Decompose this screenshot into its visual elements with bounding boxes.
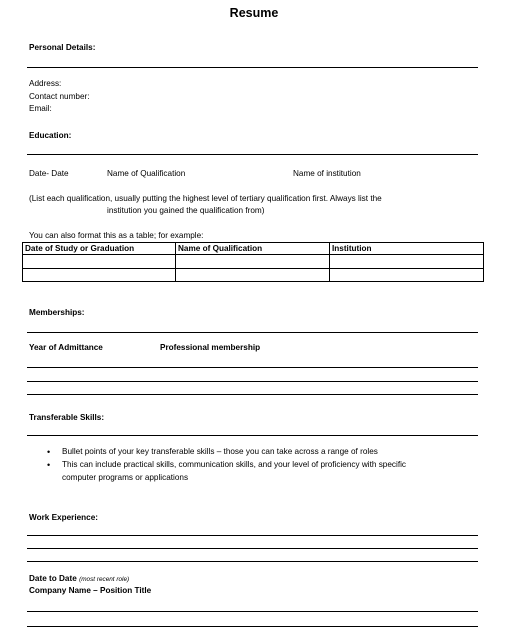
table-cell[interactable] [23, 255, 176, 269]
personal-details-heading: Personal Details: [29, 43, 96, 52]
table-cell[interactable] [330, 255, 484, 269]
membership-line [27, 367, 478, 368]
work-line [27, 548, 478, 549]
education-note-line1: (List each qualification, usually putting the highest level of tertiary qualification first. Always list the [29, 194, 382, 203]
professional-membership-label: Professional membership [160, 343, 261, 352]
bullet-icon: • [47, 460, 51, 470]
year-of-admittance-label: Year of Admittance [29, 343, 103, 352]
divider-memberships [27, 332, 478, 333]
table-cell[interactable] [176, 269, 330, 282]
divider-skills [27, 435, 478, 436]
table-cell[interactable] [330, 269, 484, 282]
table-row [23, 269, 484, 282]
table-header-institution: Institution [330, 243, 484, 255]
membership-line [27, 381, 478, 382]
work-experience-heading: Work Experience: [29, 513, 99, 522]
education-qualification-label: Name of Qualification [107, 169, 186, 178]
work-line [27, 535, 478, 536]
company-position-label: Company Name – Position Title [29, 586, 152, 595]
qualification-table [22, 242, 484, 282]
page-title: Resume [229, 6, 279, 20]
contact-number-label: Contact number: [29, 92, 90, 101]
table-cell[interactable] [176, 255, 330, 269]
transferable-skills-heading: Transferable Skills: [29, 413, 105, 422]
divider-personal [27, 67, 478, 68]
table-intro: You can also format this as a table; for example: [29, 231, 204, 240]
bullet-icon: • [47, 447, 51, 457]
education-institution-label: Name of institution [293, 169, 361, 178]
education-heading: Education: [29, 131, 72, 140]
work-line [27, 561, 478, 562]
date-to-date-label [29, 574, 129, 585]
table-header-row [23, 243, 484, 255]
date-range-text: Date to Date [29, 574, 77, 583]
table-header-qualification: Name of Qualification [176, 243, 330, 255]
divider-education [27, 154, 478, 155]
table-cell[interactable] [23, 269, 176, 282]
skills-bullet-2-line1: This can include practical skills, communication skills, and your level of proficiency with specific [62, 460, 407, 469]
memberships-heading: Memberships: [29, 308, 85, 317]
address-label: Address: [29, 79, 62, 88]
work-line [27, 626, 478, 627]
membership-line [27, 394, 478, 395]
skills-bullet-2-line2: computer programs or applications [62, 473, 189, 482]
email-label: Email: [29, 104, 52, 113]
education-date-label: Date- Date [29, 169, 69, 178]
work-line [27, 611, 478, 612]
table-row [23, 255, 484, 269]
skills-bullet-1: Bullet points of your key transferable skills – those you can take across a range of roles [62, 447, 378, 456]
date-note: (most recent role) [79, 576, 130, 583]
table-header-date: Date of Study or Graduation [23, 243, 176, 255]
education-note-line2: institution you gained the qualification from) [107, 206, 265, 215]
